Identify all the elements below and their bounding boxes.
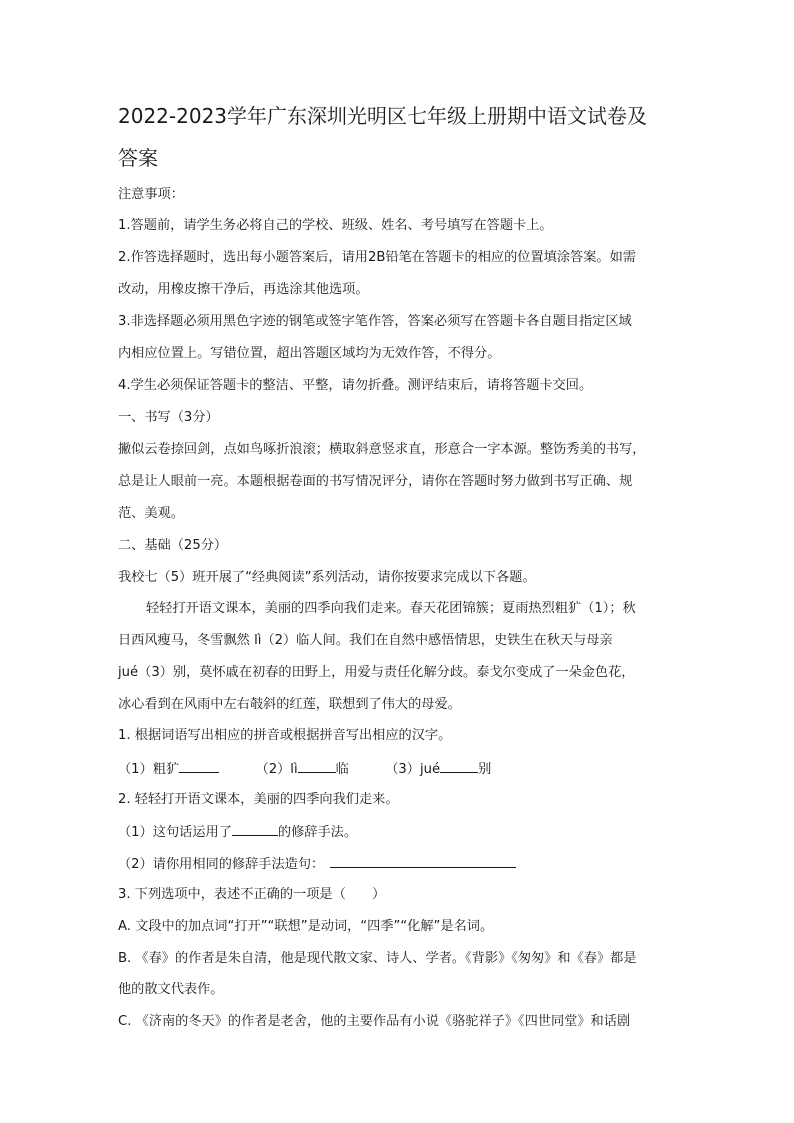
answer-blank[interactable]	[330, 854, 516, 868]
question-1-item-1-label: （1）粗犷	[118, 762, 180, 777]
question-2-sub-1	[118, 822, 357, 842]
section-2-heading: 二、基础（25分）	[118, 538, 228, 553]
answer-blank[interactable]	[298, 759, 336, 773]
question-2-sub-1-after: 的修辞手法。	[277, 825, 358, 840]
notice-item-4: 4.学生必须保证答题卡的整洁、平整，请勿折叠。测评结束后，请将答题卡交回。	[118, 378, 593, 393]
question-1-item-2-suffix: 临	[335, 762, 349, 777]
answer-blank[interactable]	[440, 759, 478, 773]
section-2-intro: 我校七（5）班开展了“经典阅读”系列活动，请你按要求完成以下各题。	[118, 570, 536, 585]
notice-item-3-line-2: 内相应位置上。写错位置，超出答题区域均为无效作答，不得分。	[118, 346, 501, 361]
question-3-option-c: C. 《济南的冬天》的作者是老舍，他的主要作品有小说《骆驼祥子》《四世同堂》和话剧	[118, 1014, 631, 1029]
notice-item-3-line-1: 3.非选择题必须用黑色字迹的钢笔或签字笔作答，答案必须写在答题卡各自题目指定区域	[118, 314, 632, 329]
question-2-stem: 2. 轻轻打开语文课本，美丽的四季向我们走来。	[118, 792, 399, 807]
section-1-paragraph-line-1: 撇似云卷捺回剑，点如鸟啄折浪滚；横取斜意竖求直，形意合一字本源。整饬秀美的书写，	[118, 442, 646, 457]
question-3-option-b-line-1: B. 《春》的作者是朱自清，他是现代散文家、诗人、学者。《背影》《匆匆》和《春》都是	[118, 951, 637, 966]
section-1-paragraph-line-3: 范、美观。	[118, 506, 184, 521]
notice-heading: 注意事项：	[118, 187, 184, 202]
section-1-paragraph-line-2: 总是让人眼前一亮。本题根据卷面的书写情况评分，请你在答题时努力做到书写正确、规	[118, 474, 633, 489]
question-1-item-3-suffix: 别	[478, 762, 492, 777]
question-2-sub-2	[118, 854, 516, 874]
passage-line-1: 轻轻打开语文课本，美丽的四季向我们走来。春天花团锦簇；夏雨热烈粗犷（1）；秋	[146, 601, 636, 616]
question-3-option-a: A. 文段中的加点词“打开”“联想”是动词，“四季”“化解”是名词。	[118, 919, 494, 934]
question-1-item-3-label: （3）jué	[385, 762, 441, 777]
document-title-line-2: 答案	[118, 146, 158, 170]
answer-blank[interactable]	[179, 759, 219, 773]
passage-line-2: 日西风瘦马，冬雪飘然 lì（2）临人间。我们在自然中感悟情思，史铁生在秋天与母亲	[118, 633, 613, 648]
notice-item-1: 1.答题前，请学生务必将自己的学校、班级、姓名、考号填写在答题卡上。	[118, 218, 553, 233]
question-2-sub-1-before: （1）这句话运用了	[118, 825, 232, 840]
notice-item-2-line-2: 改动，用橡皮擦干净后，再选涂其他选项。	[118, 282, 369, 297]
question-3-option-b-line-2: 他的散文代表作。	[118, 982, 224, 997]
question-2-sub-2-text: （2）请你用相同的修辞手法造句：	[118, 857, 325, 872]
question-1-item-2-label: （2）lì	[255, 762, 298, 777]
answer-blank[interactable]	[232, 822, 278, 836]
question-3-stem: 3. 下列选项中，表述不正确的一项是（ ）	[118, 887, 386, 902]
question-1-stem: 1. 根据词语写出相应的拼音或根据拼音写出相应的汉字。	[118, 728, 452, 743]
passage-line-3: jué（3）别，莫怀戚在初春的田野上，用爱与责任化解分歧。泰戈尔变成了一朵金色花，	[118, 665, 635, 680]
section-1-heading: 一、书写（3分）	[118, 410, 219, 425]
passage-line-4: 冰心看到在风雨中左右攲斜的红莲，联想到了伟大的母爱。	[118, 697, 461, 712]
notice-item-2-line-1: 2.作答选择题时，选出每小题答案后，请用2B铅笔在答题卡的相应的位置填涂答案。如需	[118, 250, 636, 265]
document-title-line-1: 2022-2023学年广东深圳光明区七年级上册期中语文试卷及	[118, 104, 648, 128]
question-1-blanks	[118, 759, 491, 779]
